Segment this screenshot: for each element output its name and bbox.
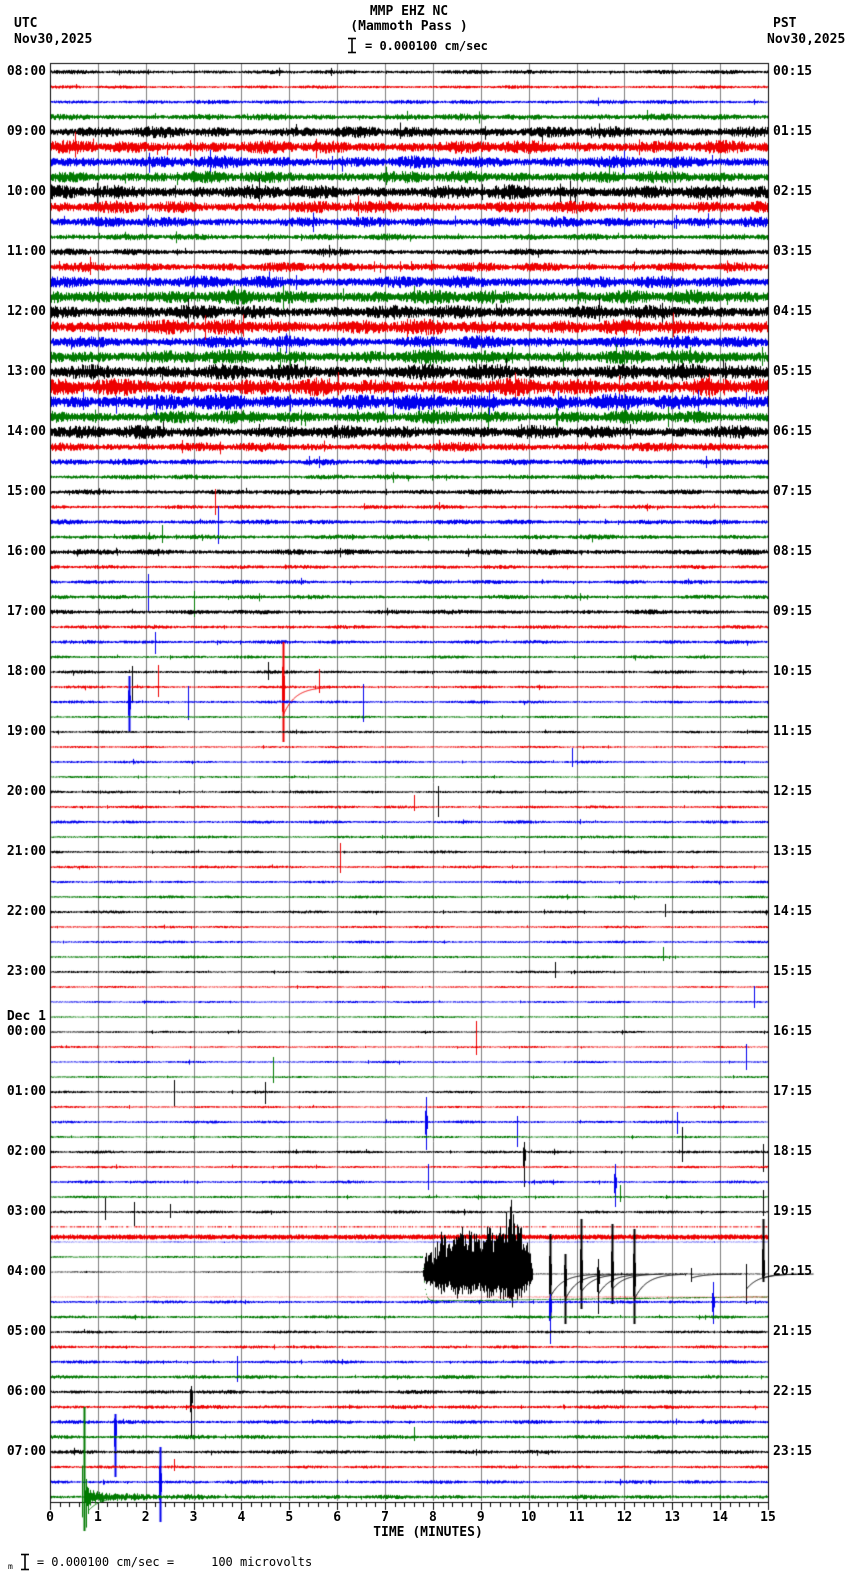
utc-hour-label: 08:00: [6, 64, 46, 79]
pst-hour-label: 06:15: [773, 424, 813, 439]
pst-hour-label: 03:15: [773, 244, 813, 259]
pst-hour-label: 19:15: [773, 1204, 813, 1219]
station-subtitle: (Mammoth Pass ): [350, 19, 468, 34]
utc-hour-label: 17:00: [6, 604, 46, 619]
pst-hour-label: 08:15: [773, 544, 813, 559]
x-tick-label: 9: [476, 1510, 485, 1525]
timezone-right-label: PST: [773, 16, 797, 31]
utc-hour-label: 03:00: [6, 1204, 46, 1219]
pst-hour-label: 18:15: [773, 1144, 813, 1159]
pst-hour-label: 04:15: [773, 304, 813, 319]
pst-hour-label: 16:15: [773, 1024, 813, 1039]
utc-hour-label: 19:00: [6, 724, 46, 739]
x-axis-title: TIME (MINUTES): [373, 1525, 483, 1540]
x-tick-label: 10: [520, 1510, 537, 1525]
station-title-block: [50, 4, 768, 34]
date-right-label: Nov30,2025: [767, 32, 846, 47]
utc-hour-label: 06:00: [6, 1384, 46, 1399]
utc-hour-label: 18:00: [6, 664, 46, 679]
utc-hour-label: 11:00: [6, 244, 46, 259]
x-tick-label: 2: [141, 1510, 150, 1525]
x-tick-label: 6: [333, 1510, 342, 1525]
pst-hour-label: 22:15: [773, 1384, 813, 1399]
pst-hour-label: 01:15: [773, 124, 813, 139]
pst-hour-label: 23:15: [773, 1444, 813, 1459]
pst-hour-label: 21:15: [773, 1324, 813, 1339]
utc-hour-label: 00:00: [6, 1024, 46, 1039]
station-title: MMP EHZ NC: [369, 4, 449, 19]
x-tick-label: 12: [616, 1510, 633, 1525]
utc-hour-label: 02:00: [6, 1144, 46, 1159]
pst-hour-label: 14:15: [773, 904, 813, 919]
x-tick-label: 3: [189, 1510, 198, 1525]
x-tick-label: 7: [381, 1510, 389, 1525]
x-tick-label: 8: [429, 1510, 437, 1525]
note-prefix: m: [8, 1562, 13, 1571]
x-tick-label: 14: [712, 1510, 728, 1525]
x-tick-label: 5: [285, 1510, 294, 1525]
utc-hour-label: 23:00: [6, 964, 46, 979]
pst-hour-label: 05:15: [773, 364, 813, 379]
pst-hour-label: 20:15: [773, 1264, 813, 1279]
pst-hour-label: 11:15: [773, 724, 813, 739]
pst-hour-label: 09:15: [773, 604, 813, 619]
timezone-left-label: UTC: [14, 16, 38, 31]
utc-hour-label: 10:00: [6, 184, 46, 199]
amplitude-scale-legend: [347, 37, 488, 54]
scale-legend-text: = 0.000100 cm/sec: [365, 38, 488, 53]
utc-hour-label: 21:00: [6, 844, 46, 859]
x-tick-label: 4: [237, 1510, 246, 1525]
x-tick-label: 1: [93, 1510, 102, 1525]
x-tick-label: 13: [664, 1510, 681, 1525]
utc-hour-label: 13:00: [6, 364, 46, 379]
x-tick-label: 11: [568, 1510, 585, 1525]
calibration-note: [8, 1553, 312, 1571]
pst-hour-label: 17:15: [773, 1084, 813, 1099]
note-value: 100 microvolts: [211, 1555, 313, 1569]
pst-hour-label: 13:15: [773, 844, 813, 859]
pst-hour-label: 02:15: [773, 184, 813, 199]
note-equation: = 0.000100 cm/sec =: [36, 1555, 175, 1569]
calibration-bar-icon: [20, 1553, 30, 1571]
pst-hour-label: 15:15: [773, 964, 813, 979]
utc-hour-label: 14:00: [6, 424, 46, 439]
pst-hour-label: 10:15: [773, 664, 813, 679]
utc-hour-label: 16:00: [6, 544, 46, 559]
pst-hour-label: 00:15: [773, 64, 813, 79]
utc-hour-label: 15:00: [6, 484, 46, 499]
utc-hour-label: 20:00: [6, 784, 46, 799]
utc-hour-label: 01:00: [6, 1084, 46, 1099]
x-tick-label: 15: [760, 1510, 776, 1525]
utc-hour-label: 22:00: [6, 904, 46, 919]
utc-date-label: Dec 1: [6, 1009, 46, 1024]
date-left-label: Nov30,2025: [14, 32, 93, 47]
utc-hour-label: 07:00: [6, 1444, 46, 1459]
utc-hour-label: 12:00: [6, 304, 46, 319]
pst-hour-label: 07:15: [773, 484, 813, 499]
utc-hour-label: 09:00: [6, 124, 46, 139]
scale-bar-icon: [347, 37, 357, 54]
x-tick-label: 0: [46, 1510, 54, 1525]
pst-hour-label: 12:15: [773, 784, 813, 799]
utc-hour-label: 05:00: [6, 1324, 46, 1339]
utc-hour-label: 04:00: [6, 1264, 46, 1279]
